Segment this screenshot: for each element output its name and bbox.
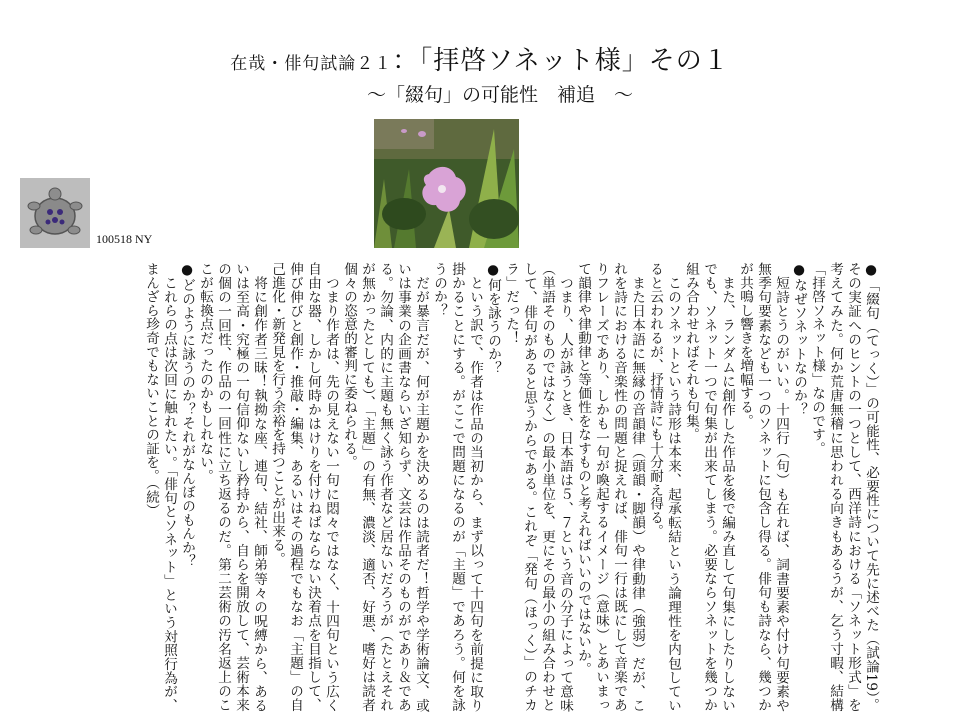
body-paragraph: 将に創作者三昧！執拗な座、連句、結社、師弟等々の呪縛から、あるいは至高・究極の一句信仰ないし矜持から、自らを開放して、芸術本来の個の一回性、作品の一回性に立ち返るのだ。第二芸術の汚名返上のここが転換点だったのかもしれない。: [197, 262, 267, 712]
body-paragraph: だが暴言だが、何が主題かを決めるのは読者だ！哲学や学術論文、或いは事業の企画書ならいざ知らず、文芸は作品そのものがであり＆である。勿論、内的に主題も無く詠う作者など居ないだろうが（たとえそれが無かったとしても）、「主題」の有無、濃淡、適否、好悪、嗜好は読者個々の恣意的審判に委ねられる。: [341, 262, 429, 712]
page-title: [0, 40, 960, 77]
title-prefix: 在哉・俳句試論２１: [230, 54, 393, 74]
body-paragraph: このソネットという詩形は本来、起承転結という論理性を内包していると云われるが、抒情詩にも十分耐え得る。: [647, 262, 681, 712]
section-heading-paragraph: ●なぜソネットなのか？: [791, 262, 807, 417]
flower-photo: [374, 119, 519, 248]
body-paragraph: つまり、人が詠うとき、日本語は５、７という音の分子によって意味（単語そのものではなく）の最小単位を、更にその最小の組み合わせとして、俳句があると思うからである。これぞ「発句（ほっく）」のチカラ」だった！: [503, 262, 573, 712]
section-heading-paragraph: ●どのように詠うのか？それがなんぼのもんか？: [179, 262, 195, 568]
body-paragraph: また、ランダムに創作した作品を後で編み直して句集にしたりしないでも、ソネット一つで句集が出来てしまう。必要ならソネットを幾つか組み合わせればそれも句集。: [683, 262, 735, 712]
body-paragraph: という訳で、作者は作品の当初から、まず以って十四句を前提に取り掛かることにする。がここで問題になるのが「主題」であろう。何を詠うのか？: [431, 262, 483, 712]
title-main: ：「拝啓ソネット様」その１: [392, 46, 730, 76]
body-paragraph: 短詩とうのがいい。十四行（句）も在れば、詞書要素や付け句要素や無季句要素なども一つのソネットに包含し得る。俳句も詩なら、幾つかが共鳴し響きを増幅する。: [737, 262, 789, 712]
section-heading-paragraph: ●何を詠うのか？: [485, 262, 501, 375]
body-paragraph: これらの点は次回に触れたい。「俳句とソネット」という対照行為が、まんざら珍奇でもないことの証を。（続）: [143, 262, 177, 712]
body-paragraph: つまり作者は、先の見えない一句に悶々ではなく、十四句という広く自由な器、しかし何時かはけりを付けねばならない決着点を目指して、伸び伸びと創作・推敲・編集、あるいはその過程でもなお「主題」の自己進化・新発見を行う余裕を持つことが出来る。: [269, 262, 339, 712]
body-paragraph: また日本語に無縁の音韻律（頭韻・脚韻）や律動律（強弱）だが、これを詩における音楽性の問題と捉えれば、俳句一行は既にして音楽でありフレーズであり、しかも一句が喚起するイメージ（意味）とあいまって韻律や律動律と等価性をなすものと考えればいいのではないか。: [575, 262, 645, 712]
photo-caption: 100518 NY: [96, 232, 153, 246]
page-subtitle: ～「綴句」の可能性 補追 ～: [366, 84, 633, 106]
essay-body: [60, 262, 880, 712]
turtle-pendant-photo: [20, 178, 90, 248]
section-heading-paragraph: ●「綴句（てっく）」の可能性、必要性について先に述べた（試論19）。その実証へのヒントの一つとして、西洋詩における「ソネット形式」を考えてみた。何か荒唐無稽に思われる向きもあるうが、乞う寸暇、結構「拝啓ソネット様」なのです。: [809, 262, 879, 712]
